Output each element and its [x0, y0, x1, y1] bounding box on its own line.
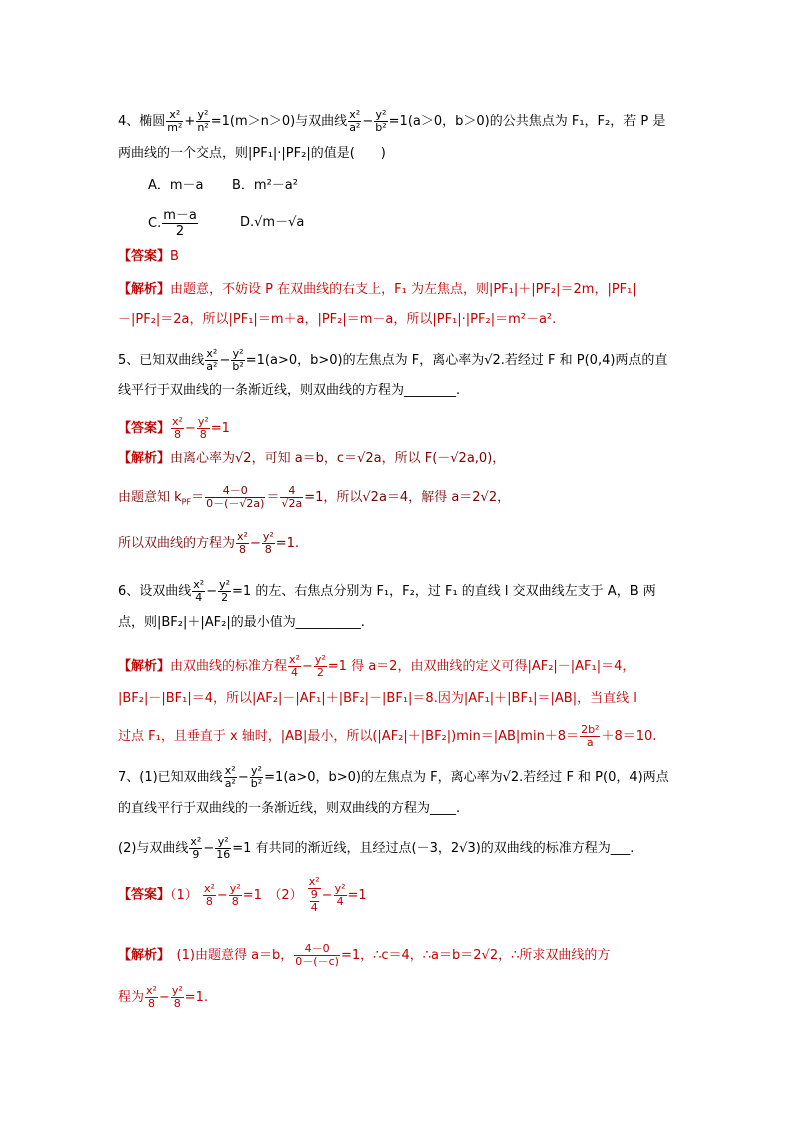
analysis-text: =1，∴c＝4，∴a＝b＝2√2，∴所求双曲线的方 — [340, 948, 611, 963]
q4-analysis-2: －|PF₂|＝2a，所以|PF₁|＝m＋a，|PF₂|＝m－a，所以|PF₁|·|PF₂|＝m²－a². — [118, 312, 557, 327]
q4-text: 4、椭圆 — [118, 114, 166, 129]
analysis-tag: 【解析】 — [118, 451, 171, 466]
q4-option-d: D.√m－√a — [240, 215, 305, 230]
frac: $\frac{\text{x²}}{4}$ — [193, 578, 205, 604]
q7-line3: (2)与双曲线 $\frac{\text{x²}}{9}$ − $\frac{\text{y²}}{16}$ =1 有共同的渐近线，且经过点(－3，2√3)的双曲线的标准方程为___. — [118, 835, 635, 861]
frac — [162, 208, 198, 239]
q4-text: =1(a＞0，b＞0)的公共焦点为 F₁，F₂，若 P 是 — [388, 114, 666, 129]
q6-analysis-3 — [118, 724, 656, 749]
analysis-text: 程为 — [118, 990, 145, 1005]
frac: $\frac{\text{y²}}{8}$ — [197, 415, 209, 441]
frac: $\frac{\text{y²}}{4}$ — [334, 881, 346, 908]
frac: $\frac{\text{y²}}{16}$ — [216, 835, 231, 861]
analysis-text: 所以双曲线的方程为 — [118, 536, 236, 551]
q5-text: =1(a>0，b>0)的左焦点为 F，离心率为√2.若经过 F 和 P(0,4)两点的直 — [245, 353, 668, 368]
q6-analysis-2: |BF₂|－|BF₁|＝4，所以|AF₂|－|AF₁|＋|BF₂|－|BF₁|＝8.因为|AF₁|＋|BF₁|＝|AB|，当直线 l — [118, 691, 637, 706]
frac: $\frac{\text{x²}}{8}$ — [172, 415, 183, 441]
q6-line2: 点，则|BF₂|＋|AF₂|的最小值为__________. — [118, 615, 365, 630]
q4-line1: 4、椭圆 $\frac{\text{x²}}{\text{m²}}$ + $\frac{\text{y²}}{\text{n²}}$ =1(m＞n＞0)与双曲线 $\frac{\text{x²}}{\text{a²}}$ − $\frac{\text{y²}}{\text{b²}}$ =1(a＞0，b＞0)的公共焦点为 F₁，F₂，若 P 是 — [118, 108, 666, 134]
analysis-text: 过点 F₁，且垂直于 x 轴时，|AB|最小，所以(|AF₂|＋|BF₂|)min＝|AB|min＋8＝ — [118, 729, 580, 744]
frac: $\frac{\text{y²}}{\text{b²}}$ — [375, 108, 387, 134]
q4-line2: 两曲线的一个交点，则|PF₁|·|PF₂|的值是( ) — [118, 146, 386, 161]
answer-tag: 【答案】 — [118, 421, 171, 436]
q5-answer: 【答案】 $\frac{\text{x²}}{8}$ − $\frac{\text{y²}}{8}$ =1 — [118, 415, 230, 441]
q7-line2: 的直线平行于双曲线的一条渐近线，则双曲线的方程为____. — [118, 801, 461, 816]
frac: $\frac{\text{2b²}}{a}$ — [581, 723, 600, 749]
q5-line1: 5、已知双曲线 $\frac{\text{x²}}{\text{a²}}$ − $\frac{\text{y²}}{\text{b²}}$ =1(a>0，b>0)的左焦点为 F，离心率为√2.若经过 F 和 P(0,4)两点的直 — [118, 347, 668, 373]
q4-optC-den: 2 — [175, 224, 185, 239]
q4-option-a: A．m－a — [148, 178, 204, 193]
frac: $\frac{4}{√2a}$ — [281, 484, 303, 510]
frac: $\frac{4-0}{0-(-√2a)}$ — [206, 484, 265, 510]
q7-analysis-1 — [118, 943, 610, 968]
q6-analysis-1: 【解析】由双曲线的标准方程 $\frac{\text{x²}}{4}$ − $\frac{\text{y²}}{2}$ =1 得 a＝2，由双曲线的定义可得|AF₂|－|AF₁|＝4， — [118, 653, 636, 679]
analysis-tag: 【解析】 — [118, 659, 171, 674]
answer-label-1: （1） — [170, 887, 198, 903]
q6-text: 6、设双曲线 — [118, 584, 192, 599]
q4-option-c — [148, 208, 199, 239]
frac: $\frac{\text{y²}}{2}$ — [219, 578, 231, 604]
frac: $\frac{\text{y²}}{\text{b²}}$ — [250, 764, 263, 790]
analysis-text: ＋8＝10. — [601, 729, 657, 744]
frac: $\frac{\text{y²}}{\text{n²}}$ — [197, 108, 209, 134]
q5-analysis-3: 所以双曲线的方程为 $\frac{\text{x²}}{8}$ − $\frac{\text{y²}}{8}$ =1. — [118, 530, 300, 556]
answer-tag: 【答案】 — [118, 887, 171, 903]
q4-text: C. — [148, 216, 162, 231]
frac: $\frac{4-0}{0-(-c)}$ — [295, 942, 339, 968]
q7-text: =1 有共同的渐近线，且经过点(－3，2√3)的双曲线的标准方程为___. — [232, 841, 635, 856]
q6-line1: 6、设双曲线 $\frac{\text{x²}}{4}$ − $\frac{\text{y²}}{2}$ =1 的左、右焦点分别为 F₁，F₂，过 F₁ 的直线 l 交双曲线左支于 A，B 两 — [118, 578, 656, 604]
q7-analysis-2: 程为 $\frac{\text{x²}}{8}$ − $\frac{\text{y²}}{8}$ =1. — [118, 984, 209, 1010]
q4-answer — [118, 248, 179, 266]
frac: $\frac{\text{x²}}{9}$ — [190, 835, 202, 861]
q5-analysis-1 — [118, 450, 505, 468]
frac: $\frac{\text{y²}}{\text{b²}}$ — [232, 347, 244, 373]
frac: $\frac{\text{x²}}{4}$ — [289, 653, 300, 679]
analysis-text: 由题意，不妨设 P 在双曲线的右支上，F₁ 为左焦点，则|PF₁|＋|PF₂|＝2m，|PF₁| — [170, 282, 637, 297]
analysis-text: 由离心率为√2，可知 a＝b，c＝√2a，所以 F(－√2a,0)， — [170, 451, 506, 466]
frac: $\frac{\text{y²}}{8}$ — [229, 881, 241, 908]
q7-line1: 7、(1)已知双曲线 $\frac{\text{x²}}{\text{a²}}$ − $\frac{\text{y²}}{\text{b²}}$ =1(a>0，b>0)的左焦点为 F，离心率为√2.若经过 F 和 P(0，4)两点 — [118, 764, 669, 790]
frac: $\frac{\text{x²}}{8}$ — [146, 984, 157, 1010]
analysis-text: 由题意知 k — [118, 490, 182, 505]
q7-text: (2)与双曲线 — [118, 841, 189, 856]
q5-line2: 线平行于双曲线的一条渐近线，则双曲线的方程为________. — [118, 383, 461, 398]
q6-text: =1 的左、右焦点分别为 F₁，F₂，过 F₁ 的直线 l 交双曲线左支于 A，B 两 — [232, 584, 656, 599]
analysis-text: 由双曲线的标准方程 — [170, 659, 288, 674]
q4-option-b: B．m²－a² — [232, 178, 298, 193]
frac: $\frac{\text{y²}}{8}$ — [171, 984, 183, 1010]
q5-text: 5、已知双曲线 — [118, 353, 205, 368]
analysis-tag: 【解析】 — [118, 282, 171, 297]
frac: $\frac{\text{y²}}{2}$ — [314, 653, 326, 679]
frac: $\frac{\text{x²}}{8}$ — [237, 530, 248, 556]
analysis-text: (1)由题意得 a＝b， — [176, 948, 294, 963]
q4-optC-num: m－a — [163, 208, 197, 223]
frac: $\frac{\text{x²}}{\frac{9}{4}}$ — [308, 875, 320, 914]
analysis-text: =1 得 a＝2，由双曲线的定义可得|AF₂|－|AF₁|＝4， — [327, 659, 636, 674]
analysis-text: =1. — [184, 990, 209, 1005]
answer-label-2: （2） — [274, 887, 303, 903]
answer-tag: 【答案】 — [118, 249, 171, 264]
frac: $\frac{\text{x²}}{\text{a²}}$ — [224, 764, 236, 790]
q4-text: =1(m＞n＞0)与双曲线 — [210, 114, 348, 129]
q5-analysis-2: 由题意知 $k_{PF}=$ $\frac{4-0}{0-(-√2a)}$ ＝ $\frac{4}{√2a}$ =1，所以√2a＝4，解得 a＝2√2， — [118, 484, 511, 510]
frac: $\frac{\text{x²}}{\text{m²}}$ — [167, 108, 183, 134]
analysis-tag: 【解析】 — [118, 948, 164, 963]
q7-text: 7、(1)已知双曲线 — [118, 770, 223, 785]
q4-analysis-1 — [118, 281, 637, 299]
answer-value: B — [170, 249, 179, 264]
frac: $\frac{\text{x²}}{8}$ — [203, 881, 215, 908]
frac: $\frac{\text{x²}}{\text{a²}}$ — [349, 108, 361, 134]
analysis-text: =1. — [275, 536, 300, 551]
q7-text: =1(a>0，b>0)的左焦点为 F，离心率为√2.若经过 F 和 P(0，4)两点 — [264, 770, 669, 785]
frac: $\frac{\text{x²}}{\text{a²}}$ — [206, 347, 218, 373]
q7-answer: 【答案】（1） $\frac{\text{x²}}{8}$ − $\frac{\text{y²}}{8}$ =1 （2） $\frac{\text{x²}}{\frac{9}{4}}$ − $\frac{\text{y²}}{4}$ =1 — [118, 875, 367, 914]
frac: $\frac{\text{y²}}{8}$ — [262, 530, 274, 556]
analysis-text: =1，所以√2a＝4，解得 a＝2√2， — [304, 490, 511, 505]
answer-value: =1 — [210, 421, 230, 436]
